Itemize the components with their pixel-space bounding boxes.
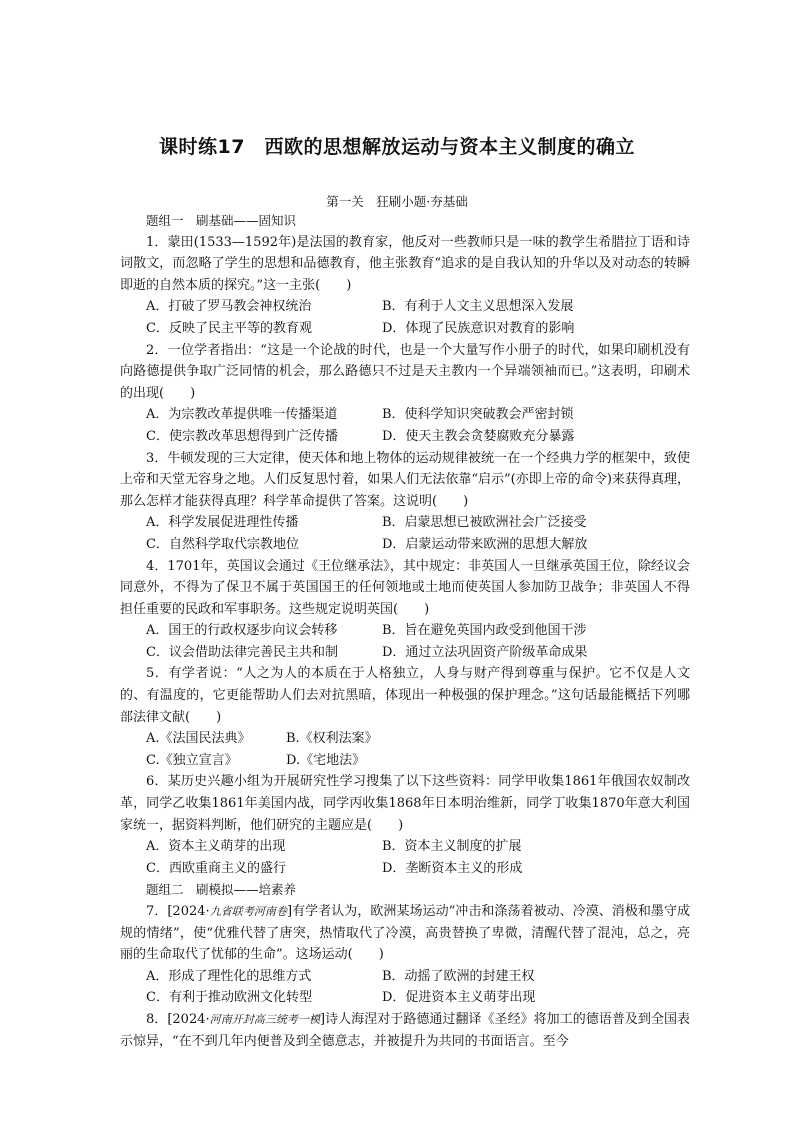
question-5: 5．有学者说：“人之为人的本质在于人格独立，人身与财产得到尊重与保护。它不仅是人文的、有温度的，它更能帮助人们去对抗黑暗，体现出一种极强的保护理念。”这句话最能概括下列哪部法律文献( )	[120, 666, 690, 725]
option: A．国王的行政权逐步向议会转移	[146, 623, 338, 639]
option: B．旨在避免英国内政受到他国干涉	[382, 623, 587, 639]
question-1: 1．蒙田(1533—1592年)是法国的教育家，他反对一些教师只是一味的教学生希腊拉丁语和诗词散文，而忽略了学生的思想和品德教育，他主张教育“追求的是自我认知的升华以及对动态的转瞬即逝的自然本质的探究。”这一主张( )	[120, 234, 690, 293]
options-row	[120, 966, 690, 988]
document-body	[120, 210, 690, 1052]
section-heading: 第一关 狂刷小题·夯基础	[326, 194, 468, 209]
question-text: ]有学者认为，欧洲某场运动“冲击和涤荡着被动、冷漠、消极和墨守成规的情绪”，使“优雅代替了唐突，热情取代了冷漠，高贵替换了卑微，清醒代替了混沌，总之，亮丽的生命取代了忧郁的生命”。这场运动( )	[120, 904, 691, 963]
question-number: 8．[2024·	[146, 1011, 210, 1027]
option: C．自然科学取代宗教地位	[146, 536, 299, 552]
option: C．有利于推动欧洲文化转型	[146, 990, 312, 1006]
option: B.《权利法案》	[286, 731, 378, 747]
option: C．议会借助法律完善民主共和制	[146, 644, 338, 660]
question-source: 河南开封高三统考一模	[209, 1012, 321, 1026]
option: D．垄断资本主义的形成	[382, 860, 523, 876]
option: A．为宗教改革提供唯一传播渠道	[146, 407, 338, 423]
options-row	[120, 620, 690, 642]
options-row	[120, 836, 690, 858]
option: C．使宗教改革思想得到广泛传播	[146, 428, 338, 444]
option: D．通过立法巩固资产阶级革命成果	[382, 644, 588, 660]
options-row	[120, 728, 690, 750]
option: B．资本主义制度的扩展	[382, 839, 522, 855]
option: B．动摇了欧洲的封建王权	[382, 968, 535, 984]
question-2: 2．一位学者指出：“这是一个论战的时代，也是一个大量写作小册子的时代，如果印刷机没有向路德提供争取广泛同情的机会，那么路德只不过是天主教内一个异端领袖而已。”这表明，印刷术的出现( )	[120, 342, 690, 401]
option: C.《独立宣言》	[146, 752, 238, 768]
options-row	[120, 750, 690, 772]
page-title: 课时练17 西欧的思想解放运动与资本主义制度的确立	[159, 136, 635, 158]
option: A．打破了罗马教会神权统治	[146, 299, 312, 315]
options-row	[120, 987, 690, 1009]
option: A．形成了理性化的思维方式	[146, 968, 312, 984]
options-row	[120, 318, 690, 340]
option: B．有利于人文主义思想深入发展	[382, 299, 574, 315]
option: B．启蒙思想已被欧洲社会广泛接受	[382, 515, 587, 531]
option: D.《宅地法》	[286, 752, 366, 768]
question-7	[120, 901, 690, 966]
option: A.《法国民法典》	[146, 731, 251, 747]
option: B．使科学知识突破教会严密封锁	[382, 407, 574, 423]
option: D．启蒙运动带来欧洲的思想大解放	[382, 536, 588, 552]
question-3: 3．牛顿发现的三大定律，使天体和地上物体的运动规律被统一在一个经典力学的框架中，致使上帝和天堂无容身之地。人们反复思忖着，如果人们无法依靠“启示”(亦即上帝的命令)来获得真理，那么怎样才能获得真理？科学革命提供了答案。这说明( )	[120, 450, 690, 509]
option: C．反映了民主平等的教育观	[146, 320, 312, 336]
options-row	[120, 296, 690, 318]
options-row	[120, 642, 690, 664]
option: A．科学发展促进理性传播	[146, 515, 299, 531]
option: D．使天主教会贪婪腐败充分暴露	[382, 428, 575, 444]
question-4: 4．1701年，英国议会通过《王位继承法》，其中规定：非英国人一旦继承英国王位，除经议会同意外，不得为了保卫不属于英国国王的任何领地或土地而使英国人参加防卫战争；非英国人不得担任重要的民政和军事职务。这些规定说明英国( )	[120, 558, 690, 617]
options-row	[120, 534, 690, 556]
option: A．资本主义萌芽的出现	[146, 839, 286, 855]
group-heading: 题组二 刷模拟——培素养	[146, 882, 297, 898]
question-number: 7．[2024·	[146, 904, 210, 919]
question-8	[120, 1009, 690, 1052]
question-text: ]诗人海涅对于路德通过翻译《圣经》将加工的德语普及到全国表示惊异，“在不到几年内便普及到全德意志，并被提升为共同的书面语言。至今	[120, 1011, 691, 1049]
question-6: 6．某历史兴趣小组为开展研究性学习搜集了以下这些资料：同学甲收集1861年俄国农奴制改革，同学乙收集1861年美国内战，同学丙收集1868年日本明治维新，同学丁收集1870年意大利国家统一，据资料判断，他们研究的主题应是( )	[120, 774, 690, 833]
options-row	[120, 858, 690, 880]
options-row	[120, 512, 690, 534]
question-source: 九省联考河南卷	[209, 905, 287, 918]
option: D．体现了民族意识对教育的影响	[382, 320, 575, 336]
group-heading: 题组一 刷基础——固知识	[146, 213, 297, 228]
options-row	[120, 404, 690, 426]
options-row	[120, 426, 690, 448]
option: D．促进资本主义萌芽出现	[382, 990, 536, 1006]
option: C．西欧重商主义的盛行	[146, 860, 286, 876]
